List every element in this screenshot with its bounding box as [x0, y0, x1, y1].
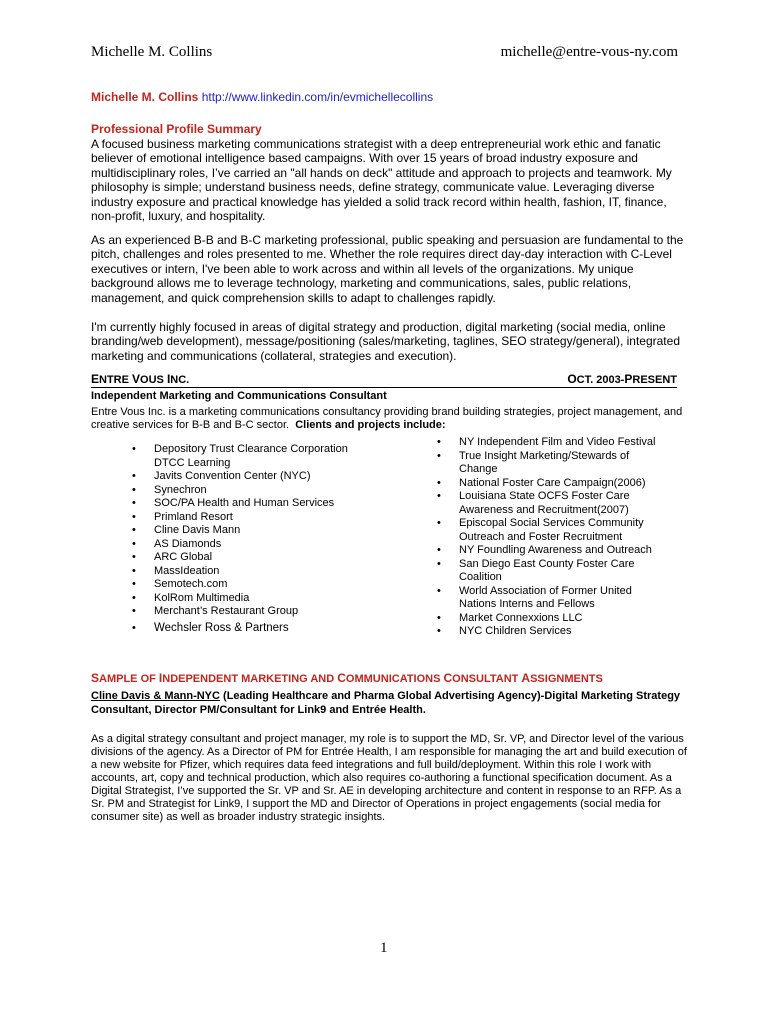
sample-section-title: SAMPLE OF INDEPENDENT MARKETING AND COMMUNICATIONS CONSULTANT ASSIGNMENTS — [91, 671, 603, 685]
job-dates: OCT. 2003-PRESENT — [567, 372, 677, 386]
profile-paragraph-3: I'm currently highly focused in areas of digital strategy and production, digital marketing (social media, online branding/web development), message/positioning (sales/marketing, taglines, SEO strategy/general), integrated marketing and communications (collateral, strategies and execution). — [91, 320, 680, 363]
page-number: 1 — [380, 940, 388, 956]
list-item: • World Association of Former United Nations Interns and Fellows — [437, 585, 667, 612]
job-description: Entre Vous Inc. is a marketing communications consultancy providing brand building strategies, project management, and creative services for B-B and B-C sector. Clients and projects include: — [91, 406, 683, 431]
list-item: • ARC Global — [132, 551, 372, 565]
assignment-company: Cline Davis & Mann-NYC — [91, 690, 220, 702]
profile-section — [91, 122, 681, 223]
list-item: • National Foster Care Campaign(2006) — [437, 477, 667, 491]
job-heading — [91, 372, 677, 388]
list-item: • Synechron — [132, 484, 372, 498]
list-item: • Cline Davis Mann — [132, 524, 372, 538]
list-item: • Wechsler Ross & Partners — [132, 622, 372, 636]
list-item: • AS Diamonds — [132, 538, 372, 552]
job-title: Independent Marketing and Communications Consultant — [91, 390, 387, 402]
list-item: • Depository Trust Clearance Corporation DTCC Learning — [132, 443, 372, 470]
list-item: • SOC/PA Health and Human Services — [132, 497, 372, 511]
list-item: • Primland Resort — [132, 511, 372, 525]
list-item: • MassIdeation — [132, 565, 372, 579]
assignment-title: (Leading Healthcare and Pharma Global Advertising Agency)-Digital Marketing Strategy Consultant, Director PM/Consultant for Link9 and Entrée Health. — [91, 690, 681, 716]
profile-paragraph-2: As an experienced B-B and B-C marketing professional, public speaking and persuasion are fundamental to the pitch, challenges and roles presented to me. Whether the role requires direct day-day interaction with C-Level executives or intern, I've been able to work across and within all levels of the organizations. My unique background allows me to leverage technology, marketing and communications, sales, public relations, management, and quick comprehension skills to adapt to challenges rapidly. — [91, 233, 684, 305]
profile-paragraph-1: A focused business marketing communications strategist with a deep entrepreneurial work ethic and fanatic believer of emotional intelligence based campaigns. With over 15 years of broad industry exposure and multidisciplinary roles, I’ve carried an "all hands on deck" attitude and approach to projects and teamwork. My philosophy is simple; understand business needs, define strategy, communicate value. Leveraging diverse industry exposure and practical knowledge has yielded a solid track record within health, fashion, IT, finance, non-profit, luxury, and hospitality. — [91, 137, 672, 224]
list-item: • NY Foundling Awareness and Outreach — [437, 544, 667, 558]
list-item: • KolRom Multimedia — [132, 592, 372, 606]
contact-name: Michelle M. Collins — [91, 90, 199, 104]
header-name: Michelle M. Collins — [91, 44, 213, 60]
list-item: • NYC Children Services — [437, 625, 667, 639]
header-email: michelle@entre-vous-ny.com — [500, 44, 678, 60]
linkedin-link[interactable]: http://www.linkedin.com/in/evmichellecollins — [201, 90, 434, 104]
list-item: • Javits Convention Center (NYC) — [132, 470, 372, 484]
list-item: • Semotech.com — [132, 578, 372, 592]
list-item: • True Insight Marketing/Stewards of Change — [437, 450, 667, 477]
contact-line — [91, 90, 433, 104]
list-item: • Episcopal Social Services Community Outreach and Foster Recruitment — [437, 517, 667, 544]
clients-list-right — [437, 436, 667, 639]
list-item: • NY Independent Film and Video Festival — [437, 436, 667, 450]
list-item: • Louisiana State OCFS Foster Care Awareness and Recruitment(2007) — [437, 490, 667, 517]
list-item: • Market Connexxions LLC — [437, 612, 667, 626]
clients-list-left — [132, 443, 372, 635]
list-item: • Merchant’s Restaurant Group — [132, 605, 372, 619]
clients-label: Clients and projects include: — [295, 419, 446, 431]
assignment-heading — [91, 689, 691, 717]
list-item: • San Diego East County Foster Care Coalition — [437, 558, 667, 585]
job-company: ENTRE VOUS INC. — [91, 372, 190, 386]
assignment-body: As a digital strategy consultant and project manager, my role is to support the MD, Sr. VP, and Director level of the various divisions of the agency. As a Director of PM for Entrée Health, I am responsible for managing the art and build execution of a new website for Pfizer, which requires data feed integrations and full build/deployment. Within this role I work with accounts, art, copy and technical production, which also requires co-authoring a functional specification document. As a Digital Strategist, I’ve supported the Sr. VP and Sr. AE in developing architecture and content in response to an RFP. As a Sr. PM and Strategist for Link9, I support the MD and Director of Operations in project engagements (social media for consumer site) as well as broader industry strategic insights. — [91, 733, 687, 823]
profile-title: Professional Profile Summary — [91, 122, 262, 136]
